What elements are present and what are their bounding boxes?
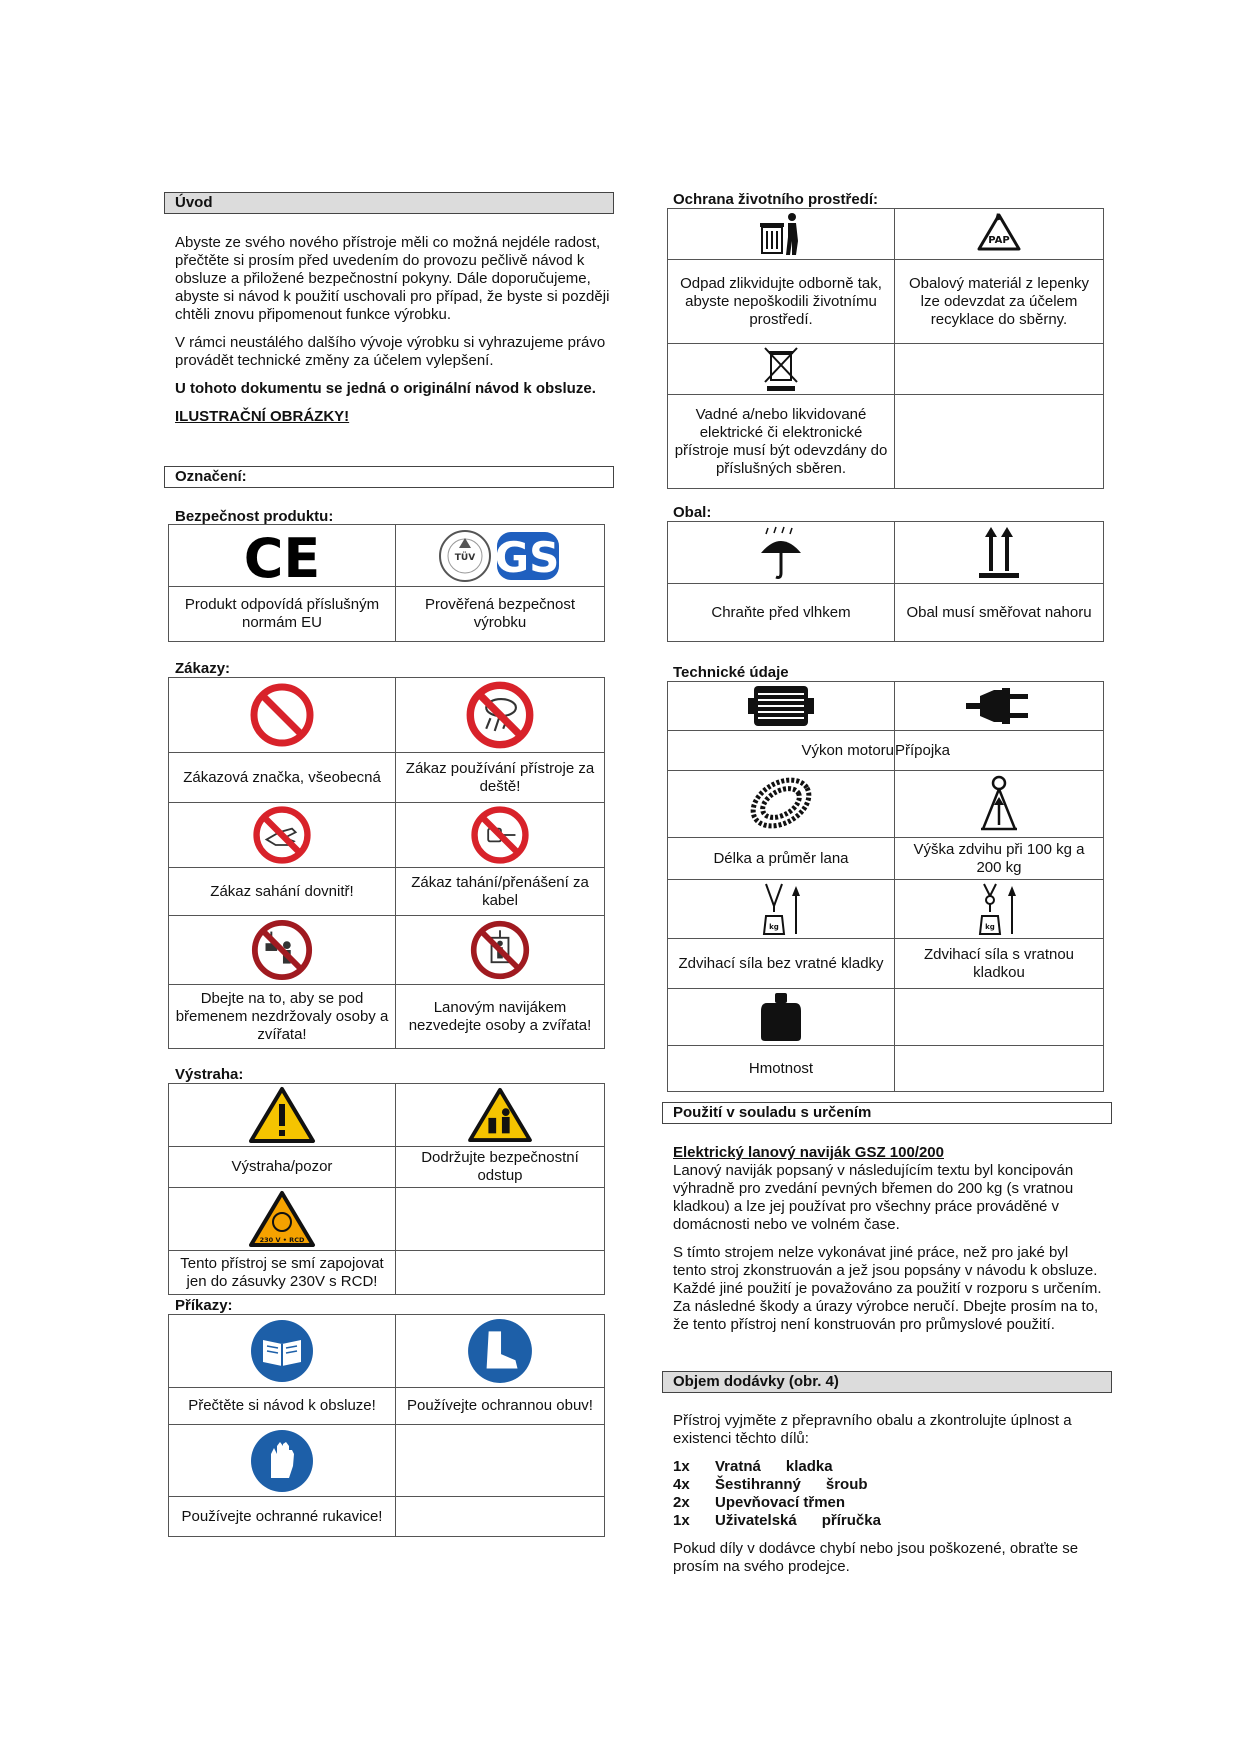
- tech-text-6: Zdvihací síla s vratnou kladkou: [895, 939, 1104, 989]
- tech-table: [667, 681, 1104, 1092]
- safety-distance-cell: [396, 1084, 605, 1147]
- vystraha-table: [168, 1083, 605, 1295]
- zakazy-table: [168, 677, 605, 1049]
- no-reach-in-icon: [250, 805, 314, 865]
- motor-cell: [668, 682, 895, 731]
- ce-cell: [169, 525, 396, 587]
- bezpecnost-label: Bezpečnost produktu:: [175, 508, 334, 525]
- pap-recycling-icon: [973, 211, 1025, 257]
- ce-mark-text: CE: [243, 529, 321, 582]
- zakazy-text-1: Zákazová značka, všeobecná: [169, 753, 396, 803]
- weight-empty-cell: [895, 989, 1104, 1046]
- tech-text-7: Hmotnost: [668, 1046, 895, 1092]
- intro-paragraph-2: V rámci neustálého dalšího vývoje výrobku si vyhrazujeme právo provádět technické změny za účelem vylepšení.: [175, 334, 606, 369]
- bezpecnost-text-1: Produkt odpovídá příslušným normám EU: [169, 587, 396, 642]
- plug-cell: [895, 682, 1104, 731]
- intro-paragraph-1: Abyste ze svého nového přístroje měli co možná nejdéle radost, přečtěte si prosím před uvedením do provozu pečlivě návod k obsluze a přiložené bezpečnostní pokyny. Dále doporučujeme, abyste si návod k použití uschovali pro případ, že byste si později chtěli znovu připomenout funkce výrobku.: [175, 234, 610, 323]
- no-persons-under-load-icon: [249, 918, 315, 982]
- no-lifting-persons-cell: [396, 916, 605, 985]
- ochrana-text-2: Obalový materiál z lepenky lze odevzdat za účelem recyklace do sběrny.: [895, 260, 1104, 344]
- keep-dry-cell: [668, 522, 895, 584]
- list-item-qty: 4x: [673, 1476, 690, 1493]
- gloves-cell: [169, 1425, 396, 1497]
- vystraha-label: Výstraha:: [175, 1066, 244, 1083]
- gs-text: GS: [494, 532, 560, 582]
- motor-icon: [746, 684, 816, 728]
- lift-force-with-pulley-cell: [895, 880, 1104, 939]
- gloves-icon: [249, 1428, 315, 1494]
- rope-coil-icon: [746, 773, 816, 835]
- prikazy-text-2: Používejte ochrannou obuv!: [396, 1388, 605, 1425]
- lift-height-cell: [895, 771, 1104, 838]
- zakazy-text-3: Zákaz sahání dovnitř!: [169, 868, 396, 916]
- list-item-qty: 1x: [673, 1512, 690, 1529]
- tech-text-2: Přípojka: [895, 731, 1104, 771]
- zakazy-text-4: Zákaz tahání/přenášení za kabel: [396, 868, 605, 916]
- prikazy-empty-text: [396, 1497, 605, 1537]
- ochrana-label: Ochrana životního prostředí:: [673, 191, 879, 208]
- obal-text-2: Obal musí směřovat nahoru: [895, 584, 1104, 642]
- prikazy-label: Příkazy:: [175, 1297, 233, 1314]
- objem-header: Objem dodávky (obr. 4): [662, 1371, 1112, 1393]
- umbrella-keep-dry-icon: [756, 525, 806, 581]
- intro-paragraph-3: U tohoto dokumentu se jedná o originální návod k obsluze.: [175, 380, 596, 397]
- vystraha-text-2: Dodržujte bezpečnostní odstup: [396, 1147, 605, 1188]
- waste-cell: [668, 209, 895, 260]
- pap-text: PAP: [988, 235, 1010, 246]
- read-manual-cell: [169, 1315, 396, 1388]
- vystraha-text-3: Tento přístroj se smí zapojovat jen do zásuvky 230V s RCD!: [169, 1251, 396, 1295]
- weight-cell: [668, 989, 895, 1046]
- prikazy-text-1: Přečtěte si návod k obsluze!: [169, 1388, 396, 1425]
- gs-cell: [396, 525, 605, 587]
- kg-text-2: kg: [985, 923, 995, 931]
- rcd-socket-warning-icon: [248, 1190, 316, 1248]
- vystraha-text-1: Výstraha/pozor: [169, 1147, 396, 1188]
- no-reach-cell: [169, 803, 396, 868]
- ochrana-empty-text: [895, 395, 1104, 489]
- tuv-text: TÜV: [454, 552, 476, 563]
- kg-text-1: kg: [769, 923, 779, 931]
- weee-cell: [668, 344, 895, 395]
- list-item: [673, 1458, 1105, 1476]
- ochrana-text-3: Vadné a/nebo likvidované elektrické či elektronické přístroje musí být odevzdány do příslušných sběren.: [668, 395, 895, 489]
- safety-shoes-cell: [396, 1315, 605, 1388]
- list-item-name: Vratná kladka: [715, 1458, 833, 1475]
- zakazy-text-6: Lanovým navijákem nezvedejte osoby a zvířata!: [396, 985, 605, 1049]
- list-item: [673, 1476, 1105, 1494]
- waste-bin-person-icon: [758, 211, 804, 257]
- this-side-up-icon: [977, 525, 1021, 581]
- list-item-name: Šestihranný šroub: [715, 1476, 868, 1493]
- safety-shoes-icon: [466, 1317, 534, 1385]
- tech-text-3: Délka a průměr lana: [668, 838, 895, 880]
- list-item-qty: 2x: [673, 1494, 690, 1511]
- zakazy-text-2: Zákaz používání přístroje za deště!: [396, 753, 605, 803]
- list-item-name: Upevňovací třmen: [715, 1494, 846, 1511]
- ce-mark-icon: [242, 530, 322, 582]
- tech-label: Technické údaje: [673, 664, 789, 681]
- intro-paragraph-4: ILUSTRAČNÍ OBRÁZKY!: [175, 408, 350, 425]
- gloves-empty-cell: [396, 1425, 605, 1497]
- read-manual-icon: [249, 1318, 315, 1384]
- rcd-text: 230 V • RCD: [259, 1236, 305, 1244]
- weee-empty-cell: [895, 344, 1104, 395]
- intro-text: [175, 234, 613, 436]
- zakazy-text-5: Dbejte na to, aby se pod břemenem nezdržovaly osoby a zvířata!: [169, 985, 396, 1049]
- warning-icon: [248, 1086, 316, 1144]
- rcd-empty-cell: [396, 1188, 605, 1251]
- bezpecnost-text-2: Prověřená bezpečnost výrobku: [396, 587, 605, 642]
- list-item: [673, 1494, 1105, 1512]
- prohibition-general-icon: [249, 682, 315, 748]
- lift-height-icon: [977, 775, 1021, 833]
- oznaceni-header: Označení:: [164, 466, 614, 488]
- weight-icon: [759, 991, 803, 1043]
- pouziti-paragraph-1: Lanový naviják popsaný v následujícím textu byl koncipován výhradně pro zvedání pevných břemen do 200 kg (s vratnou kladkou) a lze jej používat pro všechny práce prováděné v domácnosti nebo ve volném čase.: [673, 1162, 1074, 1233]
- plug-connection-icon: [964, 684, 1034, 728]
- ochrana-text-1: Odpad zlikvidujte odborně tak, abyste nepoškodili životnímu prostředí.: [668, 260, 895, 344]
- obal-text-1: Chraňte před vlhkem: [668, 584, 895, 642]
- objem-text: [673, 1412, 1105, 1586]
- lift-force-with-pulley-icon: [974, 882, 1024, 936]
- pouziti-paragraph-2: S tímto strojem nelze vykonávat jiné práce, než pro jaké byl tento stroj zkonstruován a jež jsou popsány v návodu k obsluze. Každé jiné použití je považováno za použití v rozporu s určením. Za následné škody a úrazy výrobce neručí. Dbejte prosím na to, že tento přístroj není konstruován pro průmyslové použití.: [673, 1244, 1102, 1333]
- uvod-header: Úvod: [164, 192, 614, 214]
- objem-paragraph-1: Přístroj vyjměte z přepravního obalu a zkontrolujte úplnost a existenci těchto dílů:: [673, 1412, 1072, 1447]
- no-cable-pull-icon: [468, 805, 532, 865]
- pouziti-title: Elektrický lanový naviják GSZ 100/200: [673, 1144, 944, 1161]
- objem-paragraph-2: Pokud díly v dodávce chybí nebo jsou poškozené, obraťte se prosím na svého prodejce.: [673, 1540, 1079, 1575]
- weee-crossed-bin-icon: [761, 346, 801, 392]
- lift-force-no-pulley-icon: [756, 882, 806, 936]
- tech-text-1: Výkon motoru: [668, 731, 895, 771]
- rope-cell: [668, 771, 895, 838]
- prikazy-table: [168, 1314, 605, 1537]
- vystraha-empty-text: [396, 1251, 605, 1295]
- list-item-qty: 1x: [673, 1458, 690, 1475]
- no-rain-icon: [465, 680, 535, 750]
- prohibition-rain-cell: [396, 678, 605, 753]
- tuv-gs-icon: [435, 528, 565, 584]
- tech-text-4: Výška zdvihu při 100 kg a 200 kg: [895, 838, 1104, 880]
- bezpecnost-table: [168, 524, 605, 642]
- pap-cell: [895, 209, 1104, 260]
- obal-label: Obal:: [673, 504, 712, 521]
- list-item-name: Uživatelská příručka: [715, 1512, 881, 1529]
- zakazy-label: Zákazy:: [175, 660, 231, 677]
- objem-list: [673, 1458, 1105, 1530]
- no-lifting-persons-icon: [469, 919, 531, 981]
- prikazy-text-3: Používejte ochranné rukavice!: [169, 1497, 396, 1537]
- rcd-cell: [169, 1188, 396, 1251]
- ochrana-table: [667, 208, 1104, 489]
- warning-general-cell: [169, 1084, 396, 1147]
- obal-table: [667, 521, 1104, 642]
- tech-empty-text: [895, 1046, 1104, 1092]
- no-cable-pull-cell: [396, 803, 605, 868]
- list-item: [673, 1512, 1105, 1530]
- no-persons-under-load-cell: [169, 916, 396, 985]
- safety-distance-icon: [467, 1087, 533, 1143]
- lift-force-no-pulley-cell: [668, 880, 895, 939]
- this-side-up-cell: [895, 522, 1104, 584]
- pouziti-header: Použití v souladu s určením: [662, 1102, 1112, 1124]
- prohibition-general-cell: [169, 678, 396, 753]
- tech-text-5: Zdvihací síla bez vratné kladky: [668, 939, 895, 989]
- pouziti-text: [673, 1144, 1105, 1344]
